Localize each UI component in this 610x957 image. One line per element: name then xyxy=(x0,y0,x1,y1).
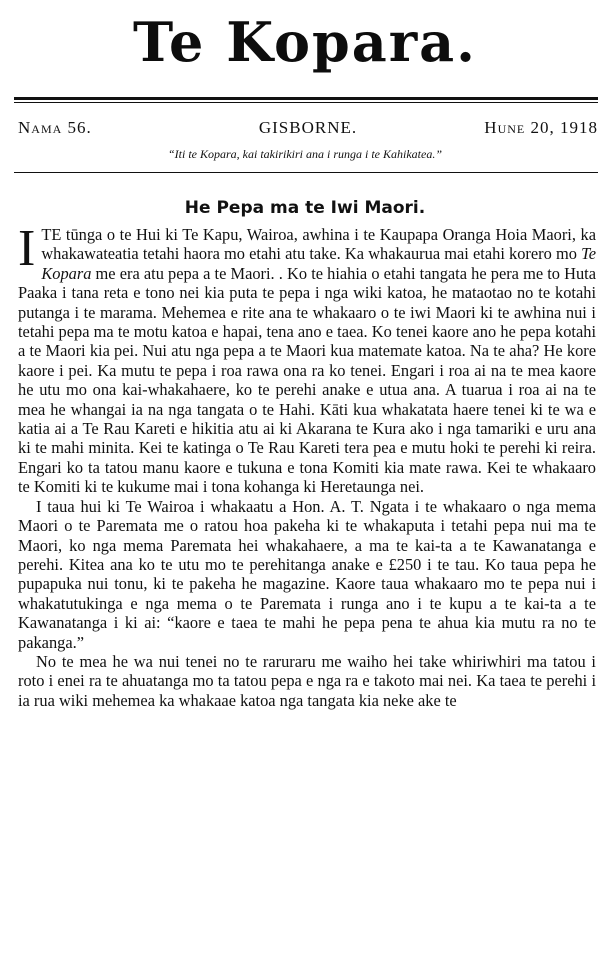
article-body xyxy=(18,220,596,710)
drop-cap: I xyxy=(18,220,36,277)
article-paragraph-2: I taua hui ki Te Wairoa i whakaatu a Hon. A. T. Ngata i te whakaaro o nga mema Maori o te Paremata me o ratou hoa pakeha ki te whakaputa i tetahi pepa nui ma te Maori, ko nga mema Paremata hei whakahaere, a ma te kai-ta a te Kawanatanga e perehi. Kitea ana ko te utu mo te perehitanga anake e £250 i te tau. Ko taua pepa he pupapuka nui tonu, ki te pakeha he magazine. Kaore taua whakaaro mo te pepa nui i whakatutukinga e nga mema o te Paremata i runga ano i te kupu a te kai-ta a te Kawanatanga i ki ai: “kaore e taea te mahi he pepa pena te ahua kia mutu ra no te pakanga.” xyxy=(18,496,596,652)
newspaper-title: Te Kopara. xyxy=(133,10,477,74)
masthead-rule-thin xyxy=(14,102,598,103)
article-paragraph-1 xyxy=(18,220,596,497)
paragraph-1-lead: TE tūnga o te Hui ki Te Kapu, Wairoa, awhina i te Kaupapa Oranga Hoia Maori, ka whakawateatia tetahi haora mo etahi atu take. Ka whakaurua mai etahi korero mo xyxy=(41,225,596,264)
motto: “Iti te Kopara, kai takirikiri ana i runga i te Kahikatea.” xyxy=(168,147,442,161)
paper-name-italic: Te Kopara xyxy=(41,244,596,283)
issue-date: Hune 20, 1918 xyxy=(484,118,598,137)
issue-number: Nama 56. xyxy=(18,118,92,137)
masthead-rule-bottom xyxy=(14,172,598,173)
issue-info-row xyxy=(18,118,598,140)
article-headline: He Pepa ma te Iwi Maori. xyxy=(184,198,426,218)
masthead-rule-thick xyxy=(14,97,598,100)
article-paragraph-3: No te mea he wa nui tenei no te raruraru me waiho hei take whiriwhiri ma tatou i roto i enei ra te ahuatanga mo ta tatou pepa e nga ra e takoto mai nei. Ka taea te perehi i ia rua wiki mehemea ka whakaae katoa nga tangata kia neke ake te xyxy=(18,651,596,710)
publication-place: GISBORNE. xyxy=(258,118,358,137)
paragraph-1-rest: me era atu pepa a te Maori. . Ko te hiahia o etahi tangata he pera me to Huta Paaka i tana reta e tono nei kia puta te pepa i nga wiki katoa, he mataotao no te kotahi putanga i te marama. Mehemea e rite ana te whakaaro o te iwi Maori ki te awhina nui i tetahi pepa ma te motu katoa e hapai, tena ano e taea. Ko tenei kaore ano he pepa kotahi a te Maori kia pei. Nui atu nga pepa a te Maori kua matemate katoa. Na te aha? He kore kaore i pei. Ka mutu te pepa i roa rawa ona ra ko tenei. Engari i roa ai na te mea kaore he utu mo ona kai-whakahaere, ko te perehi anake e utua ana. A tuarua i roa ai na te mea he whangai ia na nga tangata o te Hahi. Kāti kua whakatata haere tenei ki te wa e katia ai a Te Rau Kareti e hikitia atu ai ki Akarana te Kura ako i nga tamariki e uru ana ki te mahi minita. Kei te katinga o Te Rau Kareti tera pea e mutu hoki te perehi ki reira. Engari ko ta tatou manu kaore e tukuna e tona Komiti kia mate rawa. Kei te whakaaro te Komiti ki te kukume mai i tona kohanga ki Heretaunga nei. xyxy=(18,263,596,497)
